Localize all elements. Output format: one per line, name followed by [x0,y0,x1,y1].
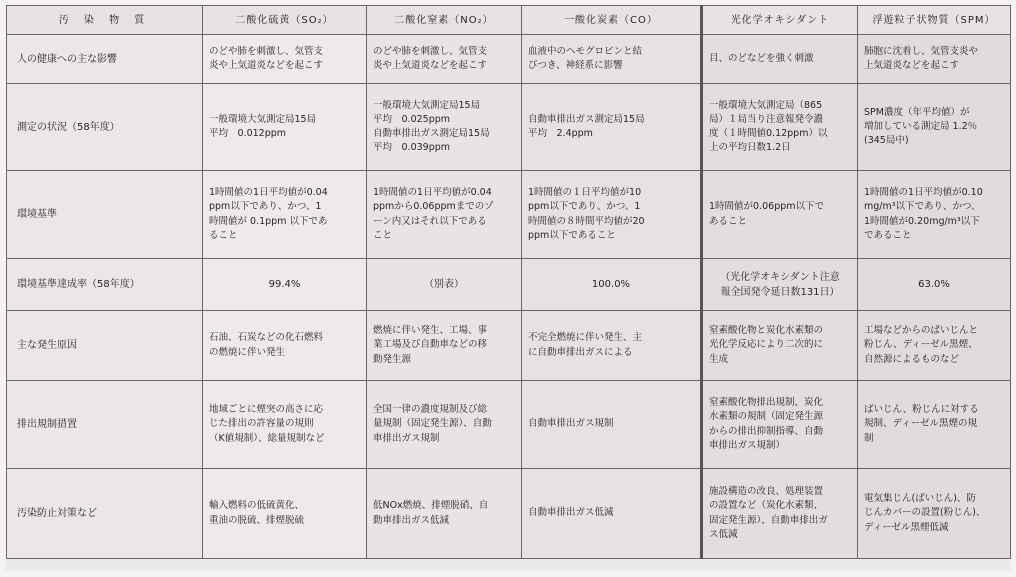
table-cell [702,84,858,171]
table-cell [367,84,522,171]
table-cell [203,259,367,311]
cell-text: のどや肺を刺激し、気管支 炎や上気道炎などを起こす [373,45,488,71]
table-row [7,171,1011,259]
cell-text: 燃焼に伴い発生、工場、事 業工場及び自動車などの移 動発生源 [373,325,488,365]
row-label-achievement-rate: 環境基準達成率（58年度） [7,259,203,311]
table-cell [858,259,1011,311]
table-row [7,84,1011,171]
table-cell [203,35,367,84]
cell-text: 施設構造の改良、処理装置 の設置など（炭化水素類、 固定発生源）、自動車排出ガ ス低減 [709,486,828,540]
table-cell [367,381,522,469]
cell-text: 1時間値が0.06ppm以下で あること [709,201,825,227]
table-cell [522,381,702,469]
table-cell [858,469,1011,559]
row-label-prevention-measures: 汚染防止対策など [7,469,203,559]
table-cell [203,171,367,259]
cell-text: 窒素酸化物と炭化水素類の 光化学反応により二次的に 生成 [709,325,824,365]
table-cell [522,469,702,559]
cell-text: 全国一律の濃度規制及び総 量規制（固定発生源）、自動 車排出ガス規制 [373,404,492,444]
corner-header: 汚 染 物 質 [7,6,203,35]
row-label-measurement: 測定の状況（58年度） [7,84,203,171]
table-cell [367,35,522,84]
cell-text: 1時間値の1日平均値が0.04 ppm以下であり、かつ、1 時間値が 0.1ppm 以下であ ること [209,187,328,241]
table-cell [367,469,522,559]
cell-text: のどや肺を刺激し、気管支 炎や上気道炎などを起こす [209,45,324,71]
cell-text: 自動車排出ガス規制 [528,418,614,430]
header-oxidant: 光化学オキシダント [702,6,858,35]
table-cell [858,171,1011,259]
table-row [7,311,1011,381]
cell-text: 不完全燃焼に伴い発生、主 に自動車排出ガスによる [528,332,643,358]
cell-text: 自動車排出ガス低減 [528,507,614,519]
table-cell [702,469,858,559]
table-row [7,469,1011,559]
cell-text: 窒素酸化物排出規制、炭化 水素類の規制（固定発生源 からの排出抑制指導、自動 車排出ガス規制） [709,397,824,451]
header-spm: 浮遊粒子状物質（SPM） [858,6,1011,35]
table-cell [858,84,1011,171]
row-label-emission-controls: 排出規制措置 [7,381,203,469]
row-label-standard: 環境基準 [7,171,203,259]
pollutant-comparison-table [6,5,1011,559]
cell-text: （別表） [424,279,464,290]
row-label-main-sources: 主な発生原因 [7,311,203,381]
row-label-health-effects: 人の健康への主な影響 [7,35,203,84]
table-cell [203,469,367,559]
cell-text: 石油、石炭などの化石燃料 の燃焼に伴い発生 [209,332,324,358]
table-cell [858,381,1011,469]
table-cell [367,171,522,259]
header-so2: 二酸化硫黄（SO₂） [203,6,367,35]
table-cell [702,171,858,259]
cell-text: 目、のどなどを強く刺激 [709,52,814,64]
table-cell [522,84,702,171]
table-cell [367,259,522,311]
header-co: 一酸化炭素（CO） [522,6,702,35]
header-row [7,6,1011,35]
table-cell [702,35,858,84]
table-cell [522,259,702,311]
table-cell [203,84,367,171]
pollutant-table-page [6,5,1010,571]
table-cell [702,311,858,381]
cell-text: 一般環境大気測定局（865 局）１局当り注意報発令濃 度（１時間値0.12ppm）以 上の平均日数1.2日 [709,99,828,154]
cell-text: 工場などからのばいじんと 粉じん、ディーゼル黒煙、 自然源によるものなど [864,325,979,365]
cell-text: 自動車排出ガス測定局15局 平均 2.4ppm [528,113,645,139]
table-cell [858,311,1011,381]
cell-text: 肺胞に沈着し、気管支炎や 上気道炎などを起こす [864,45,979,71]
table-cell [858,35,1011,84]
cell-text: 血液中のヘモグロビンと結 びつき、神経系に影響 [528,45,643,71]
cell-text: 99.4% [268,279,301,290]
table-cell [203,311,367,381]
cell-text: 63.0% [918,279,950,290]
table-cell [522,311,702,381]
table-cell [702,381,858,469]
cell-text: 地域ごとに煙突の高さに応 じた排出の許容量の規則 （K値規制）、総量規制など [209,404,325,444]
table-cell [702,259,858,311]
cell-text: 1時間値の1日平均値が0.04 ppmから0.06ppmまでのゾ ーン内又はそれ以下である こと [373,187,494,241]
cell-text: SPM濃度（年平均値）が 増加している測定局 1.2％ (345局中) [864,106,978,147]
table-row [7,381,1011,469]
cell-text: 1時間値の１日平均値が10 ppm以下であり、かつ、1 時間値の８時間平均値が20 ppm以下であること [528,187,645,241]
cell-text: 低NOx燃焼、排煙脱硝、自 動車排出ガス低減 [373,500,489,526]
cell-text: 1時間値の1日平均値が0.10 mg/m³以下であり、かつ、 1時間値が0.20mg/m³以下 であること [864,187,983,241]
table-row [7,259,1011,311]
cell-text: ばいじん、粉じんに対する 規制、ディーゼル黒煙の規 制 [864,404,979,444]
cell-text: 100.0% [591,279,631,290]
cell-text: （光化学オキシダント注意 報全国発令延日数131日） [720,271,840,298]
cell-text: 一般環境大気測定局15局 平均 0.025ppm 自動車排出ガス測定局15局 平均 0.039ppm [373,99,490,154]
cell-text: 一般環境大気測定局15局 平均 0.012ppm [209,113,317,139]
table-cell [367,311,522,381]
table-cell [522,35,702,84]
table-row [7,35,1011,84]
cell-text: 電気集じん(ばいじん)、防 じんカバーの設置(粉じん)、 ディーゼル黒煙低減 [864,493,986,533]
header-no2: 二酸化窒素（NO₂） [367,6,522,35]
table-cell [203,381,367,469]
table-cell [522,171,702,259]
cell-text: 輸入燃料の低硫黄化、 重油の脱硫、排煙脱硫 [209,500,305,526]
